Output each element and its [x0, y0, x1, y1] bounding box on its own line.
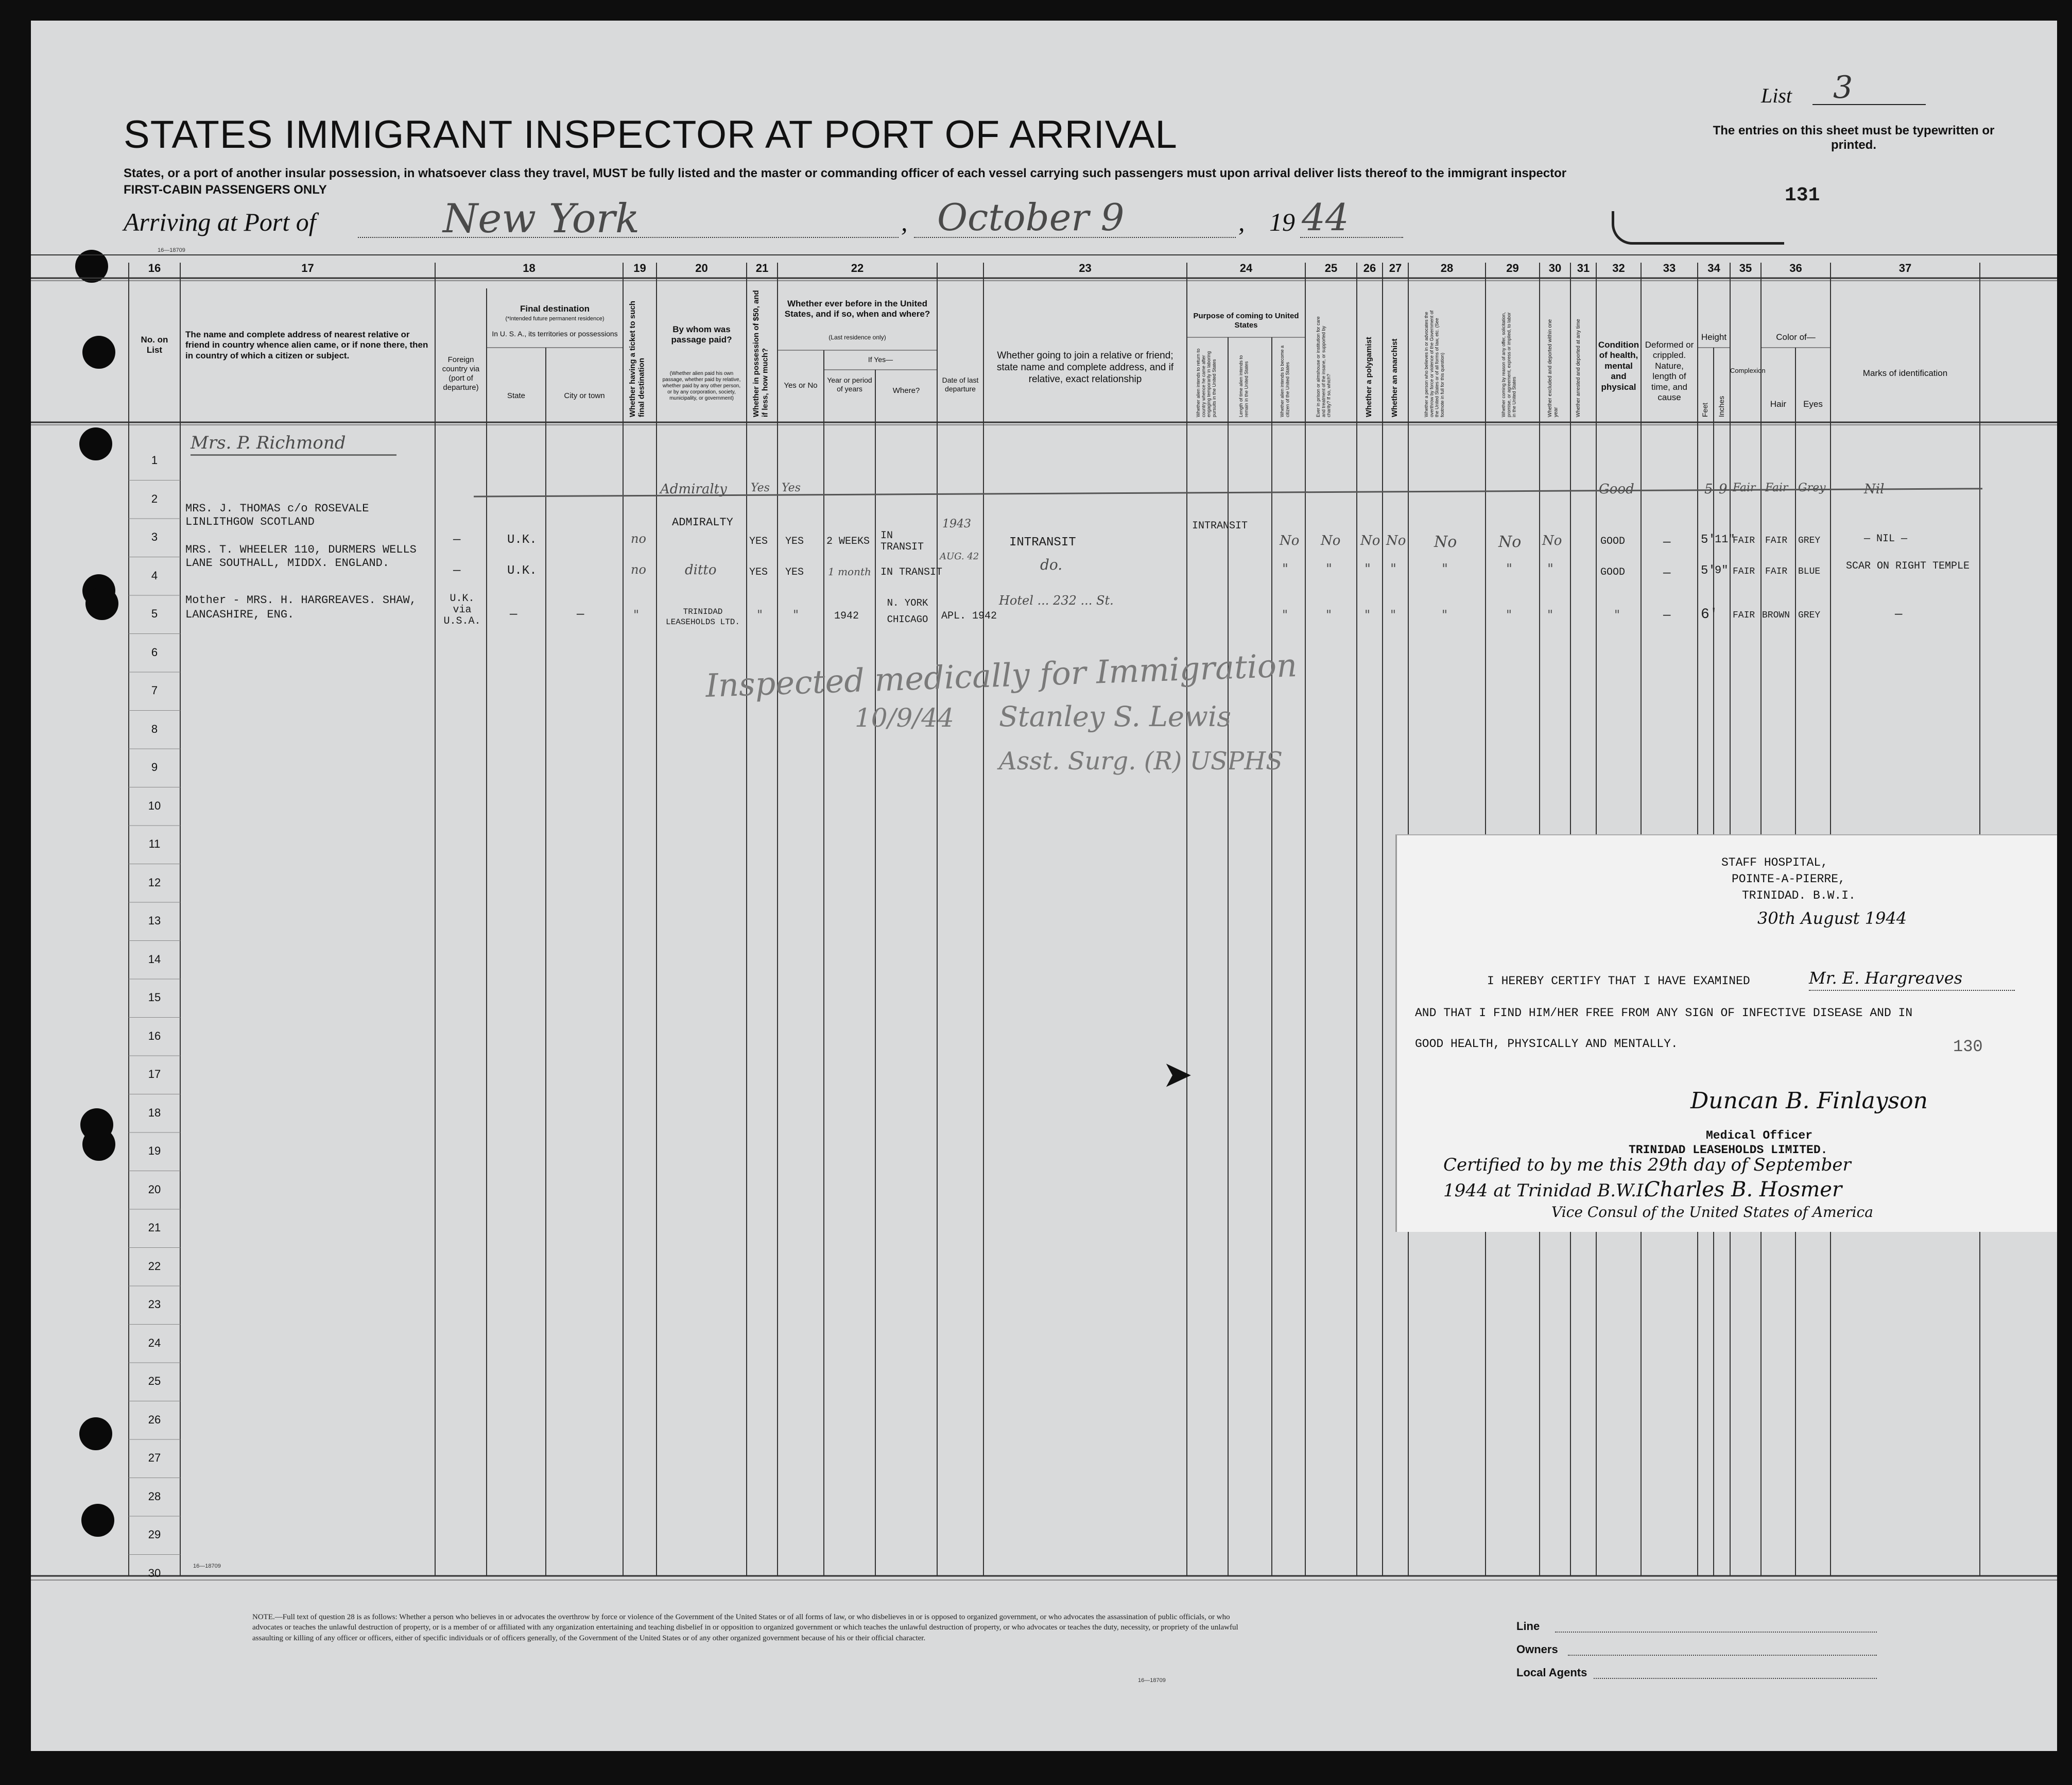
row2-feet: 5' [1701, 533, 1716, 547]
col-num-27: 27 [1389, 262, 1402, 274]
row4-hair: BROWN [1762, 610, 1790, 621]
row3-q28: " [1442, 561, 1448, 577]
row3-eyes: BLUE [1798, 567, 1821, 577]
cert-attest-signature: Charles B. Hosmer [1644, 1178, 1842, 1202]
cert-officer-title: Medical Officer [1706, 1129, 1813, 1142]
hdr-q28: Whether a person who believes in or advocates the overthrow by force or violence of the Government of the United States or of all forms of law, etc. (See footnote in full for this question) [1424, 310, 1445, 417]
row-number: 11 [148, 837, 161, 850]
row2-relative: MRS. J. THOMAS c/o ROSEVALE LINLITHGOW SCOTLAND [185, 502, 369, 528]
row1-fifty: Yes [751, 482, 770, 494]
hdr-final-destination-note: (*Intended future permanent residence) [505, 316, 605, 322]
col-num-29: 29 [1506, 262, 1519, 274]
row3-excluded: " [1547, 561, 1553, 577]
row-number: 5 [151, 607, 158, 620]
row2-where: IN TRANSIT [880, 530, 924, 553]
row4-eyes: GREY [1798, 610, 1821, 621]
row2-excluded: No [1542, 533, 1562, 548]
hdr-passage-note: (Whether alien paid his own passage, whether paid by relative, whether paid by any other person, or by any corporation, society, municipality, or government) [662, 371, 741, 401]
col-num-17: 17 [301, 262, 314, 274]
row-number: 19 [148, 1144, 161, 1157]
hdr-where: Where? [892, 386, 920, 395]
row3-fd-state: U.K. [507, 564, 537, 578]
hdr-final-destination: Final destination [520, 304, 590, 314]
cert-signature: Duncan B. Finlayson [1690, 1088, 1928, 1114]
row3-years: 1 month [828, 565, 871, 578]
hdr-color-of: Color of— [1776, 332, 1816, 342]
row2-hair: FAIR [1765, 536, 1788, 546]
row4-where: N. YORK CHICAGO [887, 597, 928, 625]
row3-relative: MRS. T. WHEELER 110, DURMERS WELLS LANE SOUTHALL, MIDDX. ENGLAND. [185, 543, 417, 570]
list-number: 3 [1833, 70, 1853, 106]
row-number: 6 [151, 645, 158, 659]
hdr-ever-in-us-note: (Last residence only) [828, 334, 886, 341]
row-number: 21 [148, 1221, 161, 1234]
row1-strikeout [191, 454, 396, 456]
row1-ever: Yes [782, 482, 801, 494]
col-num-22: 22 [851, 262, 864, 274]
health-certificate [1395, 834, 2057, 1232]
row2-return: INTRANSIT [1192, 520, 1248, 532]
row3-prison: " [1326, 561, 1332, 577]
row2-years: 2 WEEKS [826, 536, 870, 547]
row-number: 9 [151, 761, 158, 774]
row4-citizen: " [1282, 608, 1288, 622]
row1-relative: Mrs. P. Richmond [191, 433, 346, 453]
hdr-excluded: Whether excluded and deported within one year [1547, 319, 1559, 417]
col-num-36: 36 [1789, 262, 1802, 274]
cert-attest3: Vice Consul of the United States of America [1551, 1204, 1873, 1221]
row2-joining: INTRANSIT [1009, 536, 1076, 550]
row2-fd-foreign: — [453, 533, 461, 547]
cert-date: 30th August 1944 [1757, 908, 1907, 928]
hdr-joining: Whether going to join a relative or friend; state name and complete address, and if relative, exact relationship [996, 350, 1174, 385]
hdr-eyes: Eyes [1803, 399, 1823, 409]
col-num-19: 19 [633, 262, 646, 274]
row-number: 14 [148, 952, 161, 966]
hdr-city: City or town [564, 391, 605, 400]
row-number: 16 [148, 1029, 161, 1042]
col-num-30: 30 [1548, 262, 1562, 274]
cert-examinee: Mr. E. Hargreaves [1809, 968, 1963, 988]
row2-inches: 11" [1715, 533, 1735, 546]
year-value: 44 [1302, 196, 1349, 239]
row-number: 25 [148, 1375, 161, 1387]
row3-labor: " [1506, 561, 1512, 577]
hdr-year-period: Year or period of years [827, 376, 872, 393]
col-num-33: 33 [1663, 262, 1676, 274]
row-number: 20 [148, 1182, 161, 1196]
hdr-height: Height [1701, 332, 1727, 342]
col-num-35: 35 [1739, 262, 1752, 274]
footer-line-label: Line [1516, 1620, 1540, 1633]
row-number: 3 [151, 530, 158, 543]
row2-fd-state: U.K. [507, 533, 537, 547]
col-num-28: 28 [1440, 262, 1454, 274]
cert-company: TRINIDAD LEASEHOLDS LIMITED. [1629, 1143, 1828, 1157]
hdr-no-on-list: No. on List [141, 335, 168, 355]
col-num-20: 20 [695, 262, 708, 274]
row4-anarchist: " [1390, 608, 1396, 622]
row3-ticket: no [631, 562, 646, 577]
hdr-feet: Feet [1701, 402, 1709, 417]
row4-deformed: — [1663, 609, 1671, 623]
comma: , [1238, 208, 1245, 236]
row3-anarchist: " [1390, 561, 1396, 577]
arrow-mark: ➤ [1164, 1056, 1192, 1093]
col-num-31: 31 [1577, 262, 1590, 274]
row-number: 12 [148, 876, 161, 889]
hdr-passage-paid: By whom was passage paid? [671, 324, 732, 345]
cert-examinee-line [1809, 990, 2015, 991]
row4-departure: APL. 1942 [941, 610, 997, 622]
row3-fd-foreign: — [453, 564, 461, 578]
hdr-if-yes: If Yes— [868, 355, 893, 364]
row2-health: GOOD [1600, 536, 1626, 547]
row4-relative: Mother - MRS. H. HARGREAVES. SHAW, LANCASHIRE, ENG. [185, 594, 417, 621]
col-num-24: 24 [1239, 262, 1253, 274]
row3-joining: do. [1040, 556, 1063, 573]
row4-fd-city: — [577, 608, 584, 622]
row3-where: IN TRANSIT [880, 567, 943, 578]
footer-note-code: 16—18709 [1138, 1677, 1166, 1684]
cert-hospital: STAFF HOSPITAL, [1721, 856, 1828, 869]
hdr-complexion: Complexion [1730, 367, 1766, 374]
footer-agents-label: Local Agents [1516, 1666, 1587, 1679]
col-num-25: 25 [1324, 262, 1338, 274]
row3-deformed: — [1663, 567, 1671, 580]
row2-labor: No [1498, 533, 1522, 551]
cert-country: TRINIDAD. B.W.I. [1742, 889, 1856, 902]
row4-fd-foreign: U.K. via U.S.A. [443, 593, 481, 627]
comma: , [901, 208, 908, 236]
row2-citizen: No [1280, 533, 1300, 548]
footer-owners-label: Owners [1516, 1643, 1558, 1656]
footer-form-code: 16—18709 [193, 1563, 221, 1569]
row-number: 15 [148, 991, 161, 1004]
port-value: New York [443, 196, 640, 242]
hdr-citizen: Whether alien intends to become a citizen of the United States [1280, 345, 1290, 417]
entries-note: The entries on this sheet must be typewritten or printed. [1713, 124, 1995, 152]
row2-anarchist: No [1386, 533, 1406, 548]
row-number: 18 [148, 1106, 161, 1119]
form-subtitle: States, or a port of another insular possession, in whatsoever class they travel, MUST be fully listed and the master or commanding officer of each vessel carrying such passengers must upon arrival deliver lists thereof to the immigrant inspector [124, 166, 1567, 180]
hdr-anarchist: Whether an anarchist [1390, 338, 1399, 417]
row4-prison: " [1326, 608, 1332, 622]
col-num-18: 18 [523, 262, 536, 274]
row3-health: GOOD [1600, 567, 1626, 578]
col-num-16: 16 [148, 262, 161, 274]
hdr-state: State [507, 391, 526, 400]
row3-marks: SCAR ON RIGHT TEMPLE [1845, 560, 1970, 572]
row1-hair: Fair [1765, 482, 1788, 494]
row4-complexion: FAIR [1733, 610, 1755, 621]
cert-attest1: Certified to by me this 29th day of September [1443, 1155, 1851, 1175]
arriving-label: Arriving at Port of [124, 208, 316, 236]
hdr-labor: Whether coming by reason of any offer, solicitation, promise, or agreement, express or implied, to labor in the United States [1501, 312, 1517, 417]
footer-agents-field [1594, 1678, 1877, 1679]
row1-paid-by: Admiralty [660, 482, 727, 497]
row-number: 23 [148, 1298, 161, 1311]
cert-body2: GOOD HEALTH, PHYSICALLY AND MENTALLY. [1415, 1037, 1678, 1051]
row4-q28: " [1442, 608, 1448, 622]
col-num-37: 37 [1898, 262, 1912, 274]
row2-eyes: GREY [1798, 536, 1821, 546]
class-line: FIRST-CABIN PASSENGERS ONLY [124, 183, 327, 197]
row1-complexion: Fair [1733, 482, 1756, 494]
cert-certify: I HEREBY CERTIFY THAT I HAVE EXAMINED [1487, 974, 1750, 988]
row2-fifty: YES [749, 536, 768, 547]
col-num-32: 32 [1612, 262, 1625, 274]
row4-marks: — [1895, 608, 1903, 622]
hdr-last-departure: Date of last departure [942, 376, 979, 393]
cert-attest2: 1944 at Trinidad B.W.I. [1443, 1180, 1649, 1201]
page-stamp: 131 [1785, 184, 1820, 207]
inspection-title: Asst. Surg. (R) USPHS [999, 747, 1283, 776]
hdr-fifty: Whether in possession of $50, and if less, how much? [752, 290, 770, 417]
row-number: 2 [151, 492, 158, 505]
year-prefix: 19 [1269, 208, 1295, 236]
row2-q28: No [1434, 533, 1457, 551]
hdr-health: Condition of health, mental and physical [1598, 340, 1639, 392]
inspection-note: Inspected medically for Immigration [705, 646, 1298, 705]
row3-feet: 5' [1701, 564, 1716, 578]
row3-fifty: YES [749, 567, 768, 578]
row3-inches: 9" [1715, 564, 1729, 577]
footer-note: NOTE.—Full text of question 28 is as follows: Whether a person who believes in or advocates the overthrow by force or violence of the Government of the United States or of all forms of law, or who disbelieves in or is opposed to organized government, or who advocates the assassination of public officials, or who advocates or teaches the unlawful destruction of property, or is a member of or affiliated with any organization entertaining and teaching disbelief in or opposition to organized government or which teaches the unlawful destruction of property, or who advocates or teaches the duty, necessity, or propriety of the unlawful assaulting or killing of any officer or officers, either of specific individuals or of officers generally, of the Government of the United States or of any other organized government because of his or their official character. [252, 1613, 1238, 1642]
cert-page-stamp: 130 [1953, 1037, 1983, 1056]
row3-hair: FAIR [1765, 567, 1788, 577]
form-title: STATES IMMIGRANT INSPECTOR AT PORT OF ARRIVAL [124, 113, 1178, 157]
cert-place: POINTE-A-PIERRE, [1732, 872, 1845, 886]
hdr-ticket: Whether having a ticket to such final destination [628, 301, 646, 417]
row-number: 29 [148, 1528, 161, 1541]
row3-ever: YES [785, 567, 804, 578]
row4-years: 1942 [834, 610, 859, 622]
manifest-sheet [31, 21, 2057, 1751]
row1-eyes: Grey [1798, 482, 1826, 494]
hdr-foreign-country: Foreign country via (port of departure) [442, 355, 480, 392]
footer-owners-field [1568, 1655, 1877, 1656]
hdr-deported: Whether arrested and deported at any time [1576, 319, 1581, 417]
cert-body: AND THAT I FIND HIM/HER FREE FROM ANY SIGN OF INFECTIVE DISEASE AND IN [1415, 1006, 1913, 1020]
hdr-return: Whether alien intends to return to country whence he came after engaging temporarily in laboring pursuits in the United States [1196, 348, 1217, 417]
form-code: 16—18709 [158, 247, 185, 253]
row2-polygamist: No [1360, 533, 1380, 548]
row2-ever: YES [785, 536, 804, 547]
row-number: 13 [148, 914, 161, 927]
row-number: 22 [148, 1259, 161, 1273]
col-num-23: 23 [1079, 262, 1092, 274]
row4-excluded: " [1547, 608, 1553, 622]
row2-paid-by: ADMIRALTY [672, 516, 733, 529]
inspection-date: 10/9/44 [855, 703, 954, 733]
hdr-polygamist: Whether a polygamist [1365, 337, 1373, 417]
hdr-hair: Hair [1770, 399, 1787, 409]
hdr-prison: Ever in prison or almshouse or institution for care and treatment of the insane, or supported by charity? If so, which? [1316, 316, 1332, 417]
hdr-marks: Marks of identification [1862, 368, 1948, 378]
row2-prison: No [1321, 533, 1341, 548]
hdr-length: Length of time alien intends to remain in the United States [1238, 355, 1249, 417]
row4-health: " [1614, 608, 1620, 622]
row-number: 26 [148, 1413, 161, 1426]
row-number: 10 [148, 799, 161, 812]
hdr-deformed: Deformed or crippled. Nature, length of time, and cause [1645, 340, 1694, 402]
footer-line-field [1555, 1632, 1877, 1633]
date-value: October 9 [937, 196, 1125, 239]
hdr-yes-no: Yes or No [784, 381, 818, 390]
row-number: 7 [151, 684, 158, 697]
row4-fifty: " [757, 608, 763, 622]
row3-complexion: FAIR [1733, 567, 1755, 577]
row4-paid-by: TRINIDAD LEASEHOLDS LTD. [665, 607, 740, 627]
row3-citizen: " [1282, 561, 1288, 577]
row4-fd-state: — [510, 608, 517, 622]
hdr-ever-in-us: Whether ever before in the United States, and if so, when and where? [784, 299, 930, 319]
row4-feet: 6' [1701, 607, 1718, 623]
list-label: List [1761, 84, 1792, 107]
row4-polygamist: " [1365, 608, 1371, 622]
row-number: 4 [151, 569, 158, 582]
row4-labor: " [1506, 608, 1512, 622]
hdr-purpose: Purpose of coming to United States [1193, 312, 1299, 330]
hdr-inches: Inches [1717, 396, 1725, 417]
row2-complexion: FAIR [1733, 536, 1755, 546]
hdr-usa: In U. S. A., its territories or possessions [492, 330, 618, 338]
row-number: 8 [151, 722, 158, 735]
col-num-34: 34 [1707, 262, 1720, 274]
row-number: 28 [148, 1489, 161, 1503]
row-number: 1 [151, 454, 158, 467]
row4-ticket: " [633, 608, 640, 622]
row1-health: Good [1599, 482, 1634, 497]
row-number: 27 [148, 1451, 161, 1464]
row4-ever: " [793, 608, 799, 622]
row4-joining: Hotel ... 232 ... St. [999, 593, 1114, 608]
col-num-26: 26 [1363, 262, 1376, 274]
row2-ticket: no [631, 531, 646, 546]
row3-polygamist: " [1365, 561, 1371, 577]
row1-marks: Nil [1864, 482, 1885, 497]
inspection-signature: Stanley S. Lewis [999, 700, 1231, 733]
col-num-21: 21 [755, 262, 769, 274]
row2-deformed: — [1663, 536, 1671, 550]
row2-departure: 1943 [942, 518, 971, 530]
hdr-relative: The name and complete address of nearest relative or friend in country whence alien came, or if none there, then in country of which a citizen or subject. [185, 330, 428, 361]
row-number: 30 [148, 1566, 161, 1580]
row3-paid-by: ditto [685, 562, 717, 578]
row2-marks: — NIL — [1864, 533, 1908, 545]
row-number: 24 [148, 1336, 161, 1349]
row3-departure: AUG. 42 [940, 551, 979, 562]
row-number: 17 [148, 1068, 161, 1080]
